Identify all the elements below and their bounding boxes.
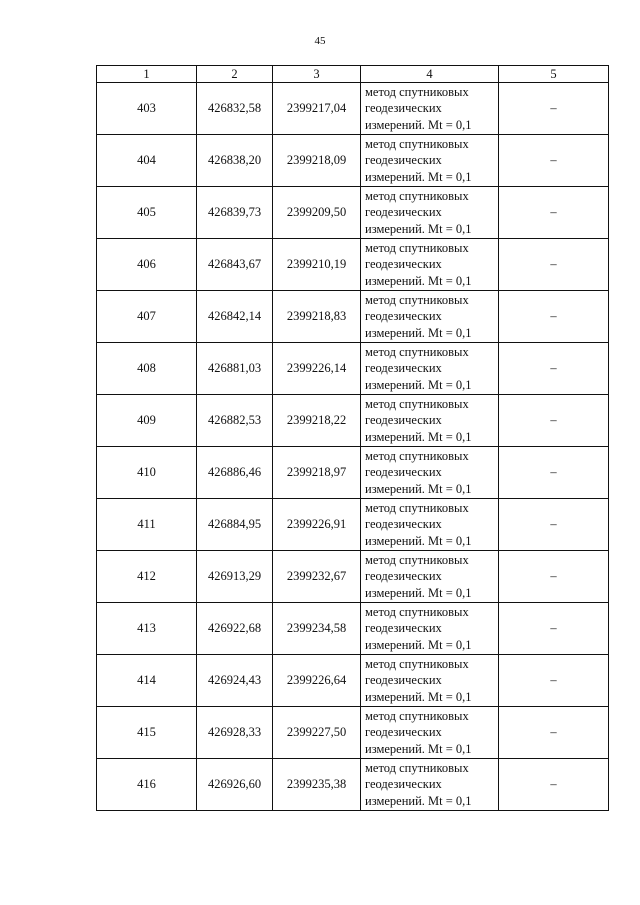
point-number-cell: 404 bbox=[97, 135, 197, 187]
method-text-line: геодезических bbox=[365, 309, 442, 324]
y-coordinate-cell: 2399226,91 bbox=[273, 499, 361, 551]
method-text-line: геодезических bbox=[365, 725, 442, 740]
point-number-cell: 405 bbox=[97, 187, 197, 239]
y-coordinate-cell: 2399210,19 bbox=[273, 239, 361, 291]
method-cell bbox=[361, 343, 499, 395]
point-number-cell: 406 bbox=[97, 239, 197, 291]
y-coordinate-cell: 2399218,83 bbox=[273, 291, 361, 343]
point-number-cell: 410 bbox=[97, 447, 197, 499]
method-cell bbox=[361, 187, 499, 239]
x-coordinate-cell: 426881,03 bbox=[197, 343, 273, 395]
table-row bbox=[97, 239, 609, 291]
table-row bbox=[97, 187, 609, 239]
point-number-cell: 409 bbox=[97, 395, 197, 447]
x-coordinate-cell: 426842,14 bbox=[197, 291, 273, 343]
method-cell bbox=[361, 291, 499, 343]
note-cell: – bbox=[499, 551, 609, 603]
method-text-line: геодезических bbox=[365, 153, 442, 168]
note-cell: – bbox=[499, 603, 609, 655]
table-row bbox=[97, 343, 609, 395]
table-row bbox=[97, 655, 609, 707]
method-text-line: геодезических bbox=[365, 777, 442, 792]
method-cell bbox=[361, 707, 499, 759]
method-text-line: метод спутниковых bbox=[365, 656, 469, 671]
method-text-line: измерений. Mt = 0,1 bbox=[365, 273, 472, 288]
note-cell: – bbox=[499, 83, 609, 135]
x-coordinate-cell: 426843,67 bbox=[197, 239, 273, 291]
method-text-line: геодезических bbox=[365, 621, 442, 636]
point-number-cell: 412 bbox=[97, 551, 197, 603]
note-cell: – bbox=[499, 395, 609, 447]
method-text-line: измерений. Mt = 0,1 bbox=[365, 741, 472, 756]
method-text-line: метод спутниковых bbox=[365, 604, 469, 619]
method-text-line: метод спутниковых bbox=[365, 136, 469, 151]
header-cell-1: 1 bbox=[97, 66, 197, 83]
table-row bbox=[97, 759, 609, 811]
method-text-line: геодезических bbox=[365, 205, 442, 220]
method-text-line: метод спутниковых bbox=[365, 708, 469, 723]
table-body bbox=[97, 83, 609, 811]
x-coordinate-cell: 426882,53 bbox=[197, 395, 273, 447]
method-cell bbox=[361, 551, 499, 603]
method-text-line: измерений. Mt = 0,1 bbox=[365, 221, 472, 236]
table-row bbox=[97, 135, 609, 187]
header-row bbox=[97, 66, 609, 83]
note-cell: – bbox=[499, 135, 609, 187]
method-text-line: измерений. Mt = 0,1 bbox=[365, 585, 472, 600]
point-number-cell: 403 bbox=[97, 83, 197, 135]
method-cell bbox=[361, 239, 499, 291]
method-cell bbox=[361, 499, 499, 551]
table-header bbox=[97, 66, 609, 83]
method-text-line: измерений. Mt = 0,1 bbox=[365, 117, 472, 132]
method-text-line: метод спутниковых bbox=[365, 240, 469, 255]
note-cell: – bbox=[499, 447, 609, 499]
point-number-cell: 415 bbox=[97, 707, 197, 759]
table-row bbox=[97, 499, 609, 551]
method-text-line: геодезических bbox=[365, 673, 442, 688]
x-coordinate-cell: 426839,73 bbox=[197, 187, 273, 239]
method-text-line: измерений. Mt = 0,1 bbox=[365, 689, 472, 704]
x-coordinate-cell: 426926,60 bbox=[197, 759, 273, 811]
method-text-line: измерений. Mt = 0,1 bbox=[365, 429, 472, 444]
method-cell bbox=[361, 603, 499, 655]
method-text-line: геодезических bbox=[365, 517, 442, 532]
table-row bbox=[97, 83, 609, 135]
method-text-line: измерений. Mt = 0,1 bbox=[365, 325, 472, 340]
method-text-line: метод спутниковых bbox=[365, 552, 469, 567]
method-cell bbox=[361, 135, 499, 187]
note-cell: – bbox=[499, 759, 609, 811]
y-coordinate-cell: 2399217,04 bbox=[273, 83, 361, 135]
method-text-line: измерений. Mt = 0,1 bbox=[365, 169, 472, 184]
table-row bbox=[97, 551, 609, 603]
y-coordinate-cell: 2399227,50 bbox=[273, 707, 361, 759]
method-text-line: измерений. Mt = 0,1 bbox=[365, 637, 472, 652]
x-coordinate-cell: 426928,33 bbox=[197, 707, 273, 759]
note-cell: – bbox=[499, 499, 609, 551]
method-text-line: геодезических bbox=[365, 465, 442, 480]
method-cell bbox=[361, 83, 499, 135]
point-number-cell: 411 bbox=[97, 499, 197, 551]
x-coordinate-cell: 426838,20 bbox=[197, 135, 273, 187]
method-cell bbox=[361, 395, 499, 447]
table-row bbox=[97, 447, 609, 499]
y-coordinate-cell: 2399234,58 bbox=[273, 603, 361, 655]
y-coordinate-cell: 2399218,97 bbox=[273, 447, 361, 499]
x-coordinate-cell: 426913,29 bbox=[197, 551, 273, 603]
method-cell bbox=[361, 655, 499, 707]
method-text-line: метод спутниковых bbox=[365, 84, 469, 99]
table-row bbox=[97, 707, 609, 759]
method-text-line: метод спутниковых bbox=[365, 292, 469, 307]
method-text-line: метод спутниковых bbox=[365, 344, 469, 359]
method-text-line: геодезических bbox=[365, 257, 442, 272]
header-cell-3: 3 bbox=[273, 66, 361, 83]
note-cell: – bbox=[499, 239, 609, 291]
method-text-line: геодезических bbox=[365, 413, 442, 428]
note-cell: – bbox=[499, 343, 609, 395]
method-text-line: геодезических bbox=[365, 569, 442, 584]
y-coordinate-cell: 2399235,38 bbox=[273, 759, 361, 811]
point-number-cell: 416 bbox=[97, 759, 197, 811]
method-text-line: метод спутниковых bbox=[365, 500, 469, 515]
header-cell-4: 4 bbox=[361, 66, 499, 83]
y-coordinate-cell: 2399226,64 bbox=[273, 655, 361, 707]
method-text-line: геодезических bbox=[365, 101, 442, 116]
method-text-line: геодезических bbox=[365, 361, 442, 376]
page-number: 45 bbox=[314, 35, 326, 47]
method-text-line: измерений. Mt = 0,1 bbox=[365, 377, 472, 392]
point-number-cell: 407 bbox=[97, 291, 197, 343]
header-cell-2: 2 bbox=[197, 66, 273, 83]
method-cell bbox=[361, 447, 499, 499]
x-coordinate-cell: 426884,95 bbox=[197, 499, 273, 551]
table-row bbox=[97, 395, 609, 447]
method-text-line: измерений. Mt = 0,1 bbox=[365, 481, 472, 496]
note-cell: – bbox=[499, 707, 609, 759]
method-text-line: метод спутниковых bbox=[365, 760, 469, 775]
x-coordinate-cell: 426886,46 bbox=[197, 447, 273, 499]
method-text-line: метод спутниковых bbox=[365, 396, 469, 411]
y-coordinate-cell: 2399209,50 bbox=[273, 187, 361, 239]
point-number-cell: 414 bbox=[97, 655, 197, 707]
x-coordinate-cell: 426832,58 bbox=[197, 83, 273, 135]
method-text-line: измерений. Mt = 0,1 bbox=[365, 533, 472, 548]
point-number-cell: 413 bbox=[97, 603, 197, 655]
method-text-line: измерений. Mt = 0,1 bbox=[365, 793, 472, 808]
coordinates-table bbox=[96, 65, 609, 811]
y-coordinate-cell: 2399232,67 bbox=[273, 551, 361, 603]
method-text-line: метод спутниковых bbox=[365, 188, 469, 203]
note-cell: – bbox=[499, 187, 609, 239]
method-text-line: метод спутниковых bbox=[365, 448, 469, 463]
table-row bbox=[97, 603, 609, 655]
x-coordinate-cell: 426922,68 bbox=[197, 603, 273, 655]
x-coordinate-cell: 426924,43 bbox=[197, 655, 273, 707]
table-row bbox=[97, 291, 609, 343]
note-cell: – bbox=[499, 291, 609, 343]
y-coordinate-cell: 2399218,22 bbox=[273, 395, 361, 447]
point-number-cell: 408 bbox=[97, 343, 197, 395]
note-cell: – bbox=[499, 655, 609, 707]
method-cell bbox=[361, 759, 499, 811]
y-coordinate-cell: 2399218,09 bbox=[273, 135, 361, 187]
header-cell-5: 5 bbox=[499, 66, 609, 83]
y-coordinate-cell: 2399226,14 bbox=[273, 343, 361, 395]
